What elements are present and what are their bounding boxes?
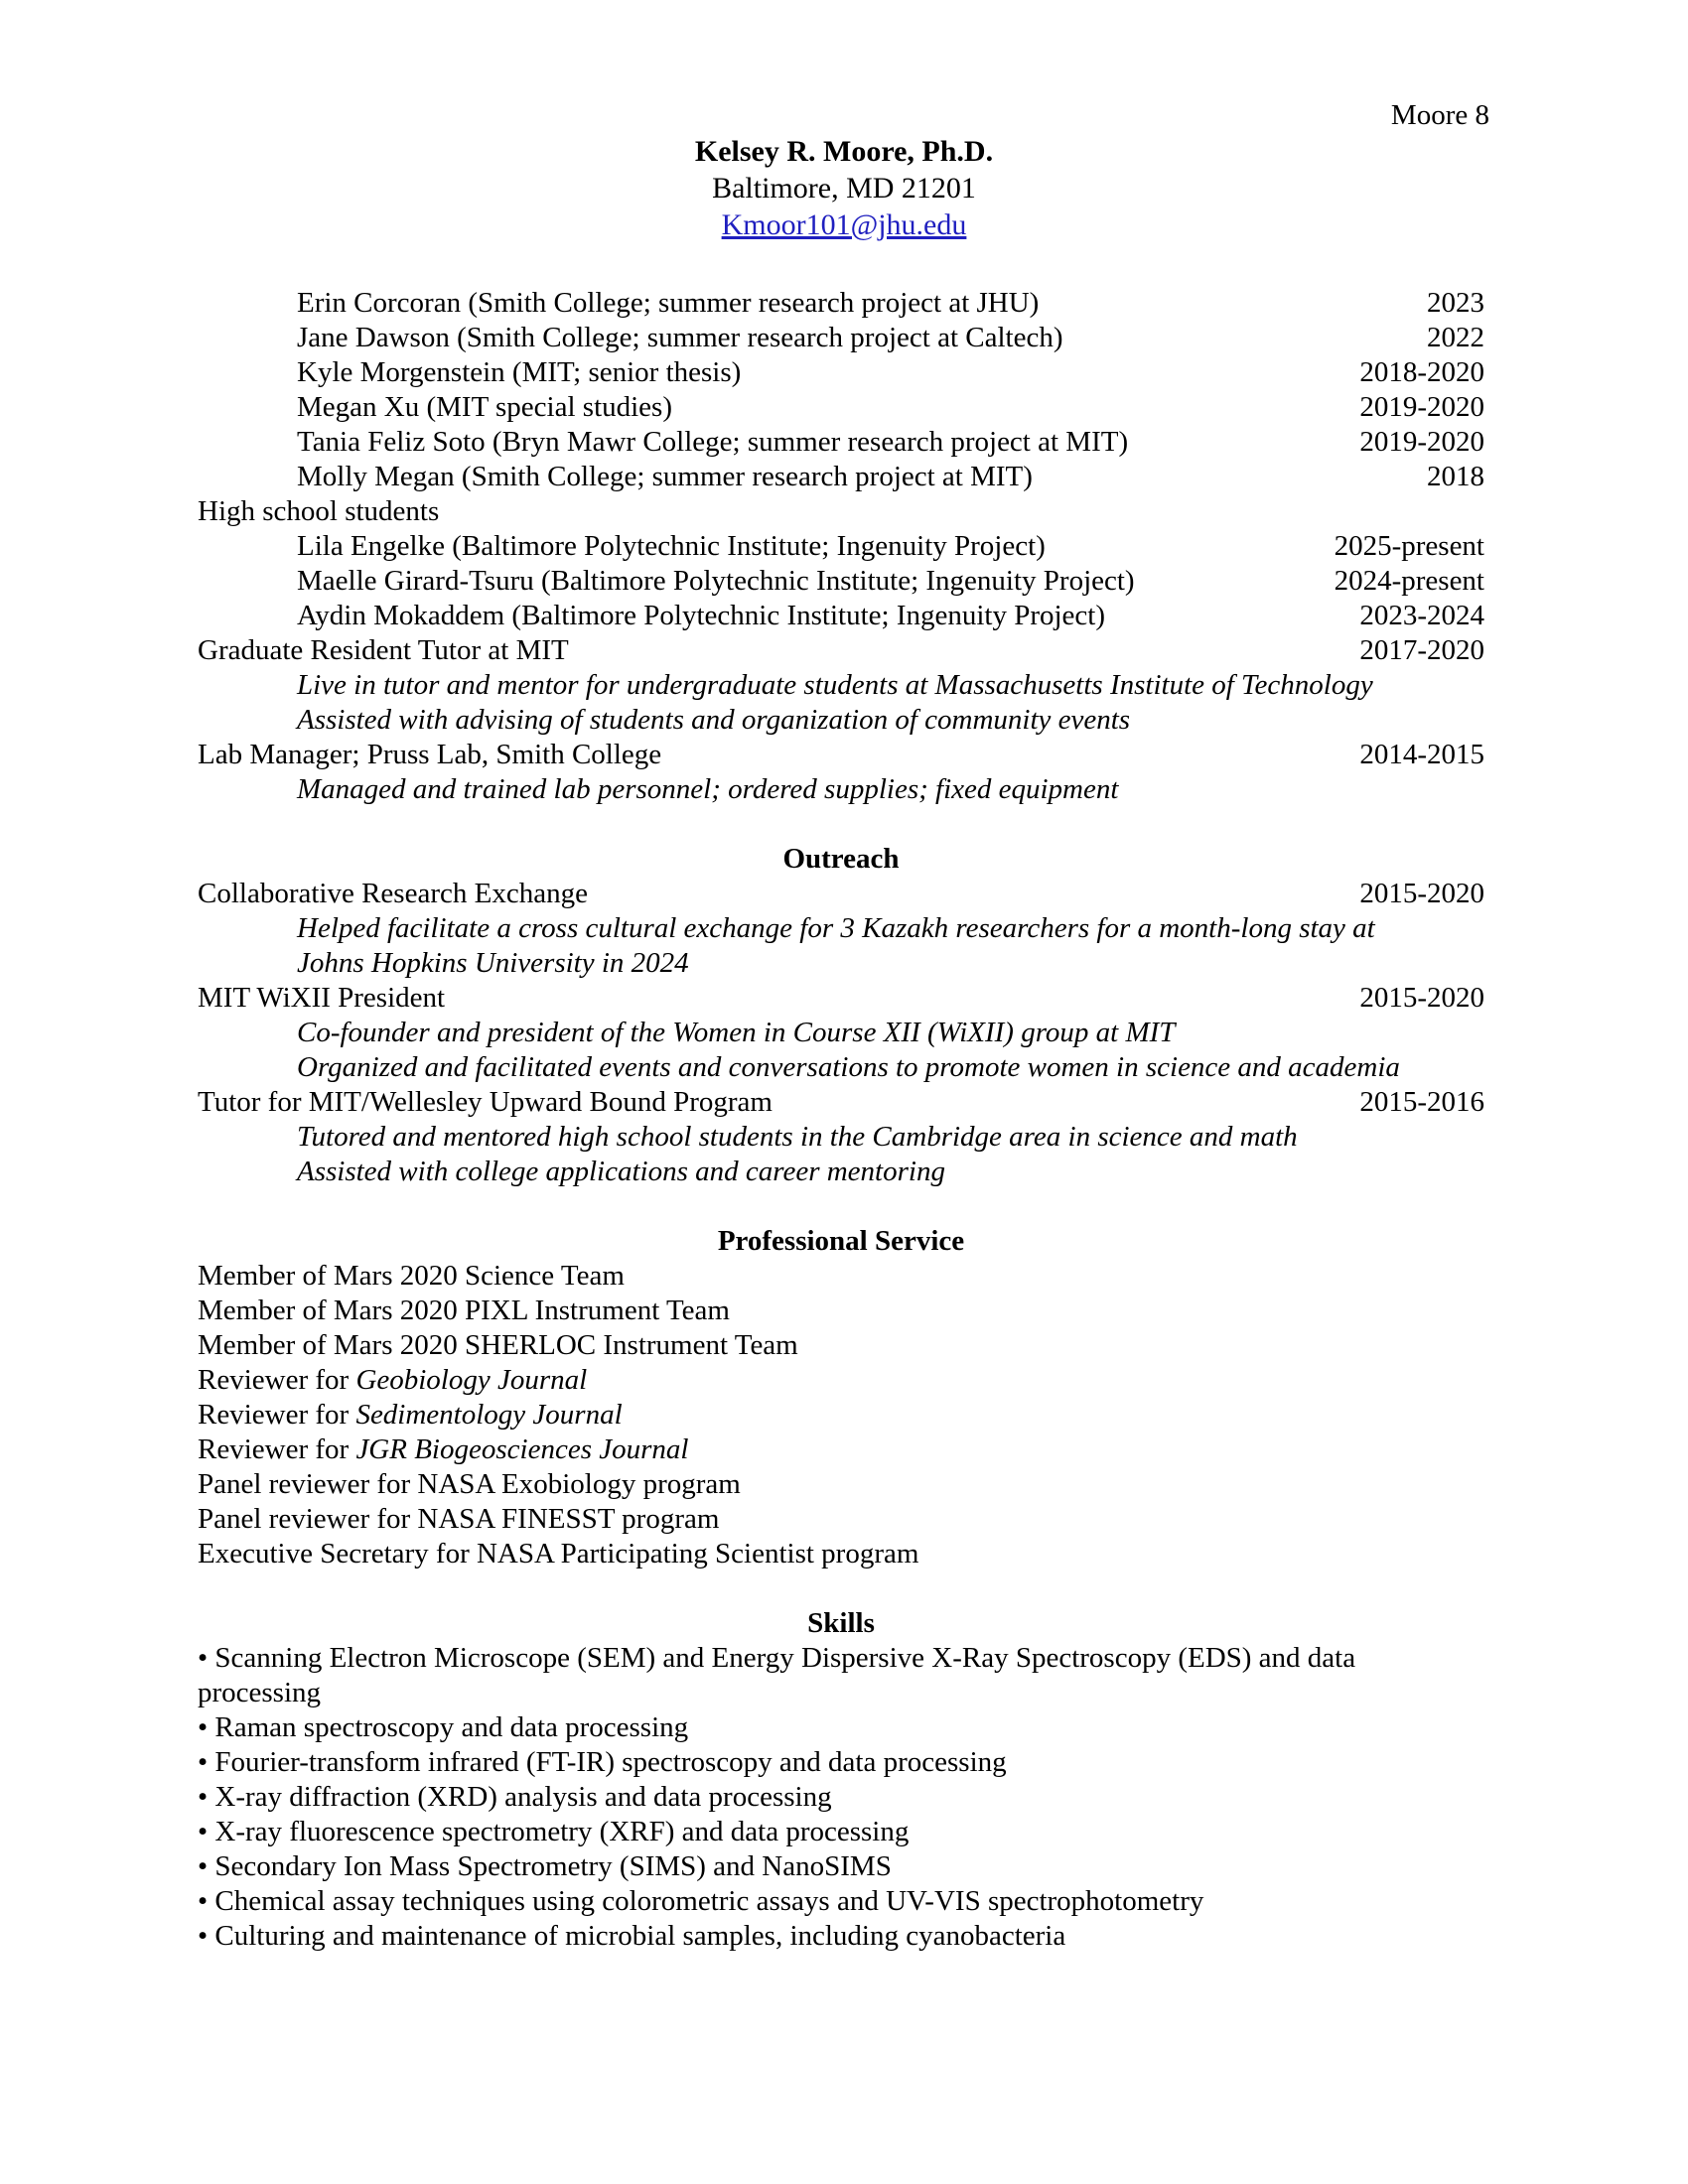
outreach-detail: Johns Hopkins University in 2024: [297, 947, 689, 979]
service-text: [198, 1433, 688, 1467]
email-link[interactable]: Kmoor101@jhu.edu: [721, 208, 967, 241]
outreach-row: [198, 877, 1484, 911]
skill-item: • X-ray diffraction (XRD) analysis and data processing: [198, 1781, 832, 1813]
mentee-row: [198, 286, 1484, 321]
mentee-row: [198, 529, 1484, 564]
mentee-text: Erin Corcoran (Smith College; summer research project at JHU): [297, 287, 1040, 319]
service-row: [198, 1502, 1484, 1537]
role-title: Lab Manager; Pruss Lab, Smith College: [198, 739, 662, 770]
service-text: [198, 1537, 918, 1571]
cv-body: [198, 286, 1484, 1954]
service-row: [198, 1398, 1484, 1433]
outreach-detail-row: [198, 911, 1484, 946]
author-email-line: [0, 208, 1688, 242]
service-section: [198, 1259, 1484, 1571]
mentee-date: 2022: [1427, 322, 1484, 353]
mentee-date: 2023-2024: [1359, 600, 1484, 631]
service-text: [198, 1328, 798, 1363]
mentee-row: [198, 425, 1484, 460]
service-text: [198, 1363, 587, 1398]
mentee-text: Tania Feliz Soto (Bryn Mawr College; summer research project at MIT): [297, 426, 1129, 458]
outreach-detail-row: [198, 946, 1484, 981]
roles: [198, 633, 1484, 807]
service-row: [198, 1363, 1484, 1398]
skills-heading: Skills: [807, 1607, 875, 1639]
outreach-detail-row: [198, 1016, 1484, 1050]
role-date: 2014-2015: [1359, 739, 1484, 770]
service-text: [198, 1294, 730, 1328]
highschool-mentees: [198, 529, 1484, 633]
skill-item: • X-ray fluorescence spectrometry (XRF) and data processing: [198, 1816, 910, 1847]
outreach-detail: Assisted with college applications and career mentoring: [297, 1156, 945, 1187]
service-row: [198, 1259, 1484, 1294]
spacer: [198, 1571, 1484, 1606]
mentee-text: Lila Engelke (Baltimore Polytechnic Institute; Ingenuity Project): [297, 530, 1046, 562]
role-detail-row: [198, 772, 1484, 807]
service-text-plain: Member of Mars 2020 PIXL Instrument Team: [198, 1295, 730, 1326]
service-text-plain: Reviewer for: [198, 1399, 356, 1431]
service-row: [198, 1537, 1484, 1571]
undergrad-mentees: [198, 286, 1484, 494]
outreach-detail-row: [198, 1155, 1484, 1189]
outreach-detail: Co-founder and president of the Women in Course XII (WiXII) group at MIT: [297, 1017, 1176, 1048]
service-text-plain: Member of Mars 2020 SHERLOC Instrument Team: [198, 1329, 798, 1361]
mentee-text: Aydin Mokaddem (Baltimore Polytechnic Institute; Ingenuity Project): [297, 600, 1106, 631]
mentee-text: Kyle Morgenstein (MIT; senior thesis): [297, 356, 742, 388]
mentee-date: 2018: [1427, 461, 1484, 492]
spacer: [198, 1189, 1484, 1224]
skill-item: • Scanning Electron Microscope (SEM) and Energy Dispersive X-Ray Spectroscopy (EDS) and data processing: [198, 1642, 1356, 1708]
service-text: [198, 1467, 741, 1502]
mentee-row: [198, 599, 1484, 633]
service-row: [198, 1433, 1484, 1467]
high-school-heading-row: [198, 494, 1484, 529]
service-text-plain: Reviewer for: [198, 1433, 356, 1465]
outreach-detail-row: [198, 1120, 1484, 1155]
mentee-date: 2025-present: [1334, 530, 1484, 562]
author-address: Baltimore, MD 21201: [712, 172, 976, 205]
mentee-date: 2024-present: [1334, 565, 1484, 597]
role-detail: Managed and trained lab personnel; ordered supplies; fixed equipment: [297, 773, 1119, 805]
role-detail-row: [198, 703, 1484, 738]
outreach-date: 2015-2016: [1359, 1086, 1484, 1118]
outreach-date: 2015-2020: [1359, 878, 1484, 909]
outreach-row: [198, 981, 1484, 1016]
service-text-plain: Member of Mars 2020 Science Team: [198, 1260, 625, 1292]
outreach-detail-row: [198, 1050, 1484, 1085]
mentee-row: [198, 321, 1484, 355]
outreach-detail: Tutored and mentored high school students in the Cambridge area in science and math: [297, 1121, 1298, 1153]
journal-name: Geobiology Journal: [355, 1364, 588, 1396]
outreach-detail: Helped facilitate a cross cultural exchange for 3 Kazakh researchers for a month-long stay at: [297, 912, 1375, 944]
mentee-date: 2023: [1427, 287, 1484, 319]
skill-item: • Culturing and maintenance of microbial samples, including cyanobacteria: [198, 1920, 1066, 1952]
outreach-title: Tutor for MIT/Wellesley Upward Bound Program: [198, 1086, 773, 1118]
outreach-title: MIT WiXII President: [198, 982, 446, 1014]
mentee-row: [198, 564, 1484, 599]
service-text-plain: Panel reviewer for NASA Exobiology program: [198, 1468, 741, 1500]
skill-item: • Chemical assay techniques using colorometric assays and UV-VIS spectrophotometry: [198, 1885, 1204, 1917]
role-title: Graduate Resident Tutor at MIT: [198, 634, 569, 666]
spacer: [198, 807, 1484, 842]
service-text-plain: Executive Secretary for NASA Participating Scientist program: [198, 1538, 919, 1570]
service-heading: Professional Service: [717, 1225, 965, 1257]
high-school-heading: High school students: [198, 495, 440, 527]
mentee-text: Maelle Girard-Tsuru (Baltimore Polytechnic Institute; Ingenuity Project): [297, 565, 1135, 597]
service-row: [198, 1467, 1484, 1502]
skill-item: • Fourier-transform infrared (FT-IR) spectroscopy and data processing: [198, 1746, 1007, 1778]
outreach-heading: Outreach: [782, 843, 900, 875]
role-detail-row: [198, 668, 1484, 703]
mentee-date: 2018-2020: [1359, 356, 1484, 388]
outreach-row: [198, 1085, 1484, 1120]
role-row: [198, 738, 1484, 772]
mentee-date: 2019-2020: [1359, 391, 1484, 423]
mentee-text: Megan Xu (MIT special studies): [297, 391, 672, 423]
mentee-row: [198, 460, 1484, 494]
service-text-plain: Panel reviewer for NASA FINESST program: [198, 1503, 720, 1535]
journal-name: JGR Biogeosciences Journal: [355, 1433, 689, 1465]
mentee-row: [198, 355, 1484, 390]
outreach-detail: Organized and facilitated events and conversations to promote women in science and academia: [297, 1051, 1400, 1083]
role-row: [198, 633, 1484, 668]
mentee-text: Jane Dawson (Smith College; summer research project at Caltech): [297, 322, 1063, 353]
service-text: [198, 1502, 719, 1537]
mentee-date: 2019-2020: [1359, 426, 1484, 458]
service-text-plain: Reviewer for: [198, 1364, 356, 1396]
role-detail: Assisted with advising of students and organization of community events: [297, 704, 1131, 736]
page-number: Moore 8: [1390, 99, 1489, 131]
outreach-title: Collaborative Research Exchange: [198, 878, 588, 909]
skill-item: • Secondary Ion Mass Spectrometry (SIMS) and NanoSIMS: [198, 1850, 892, 1882]
skills-section: [198, 1641, 1484, 1954]
service-text: [198, 1398, 623, 1433]
skill-item: • Raman spectroscopy and data processing: [198, 1711, 689, 1743]
role-detail: Live in tutor and mentor for undergraduate students at Massachusetts Institute of Technology: [297, 669, 1373, 701]
journal-name: Sedimentology Journal: [355, 1399, 623, 1431]
service-row: [198, 1294, 1484, 1328]
role-date: 2017-2020: [1359, 634, 1484, 666]
author-name: Kelsey R. Moore, Ph.D.: [694, 135, 994, 168]
service-row: [198, 1328, 1484, 1363]
service-text: [198, 1259, 625, 1294]
outreach-date: 2015-2020: [1359, 982, 1484, 1014]
outreach-section: [198, 877, 1484, 1189]
mentee-text: Molly Megan (Smith College; summer research project at MIT): [297, 461, 1033, 492]
mentee-row: [198, 390, 1484, 425]
